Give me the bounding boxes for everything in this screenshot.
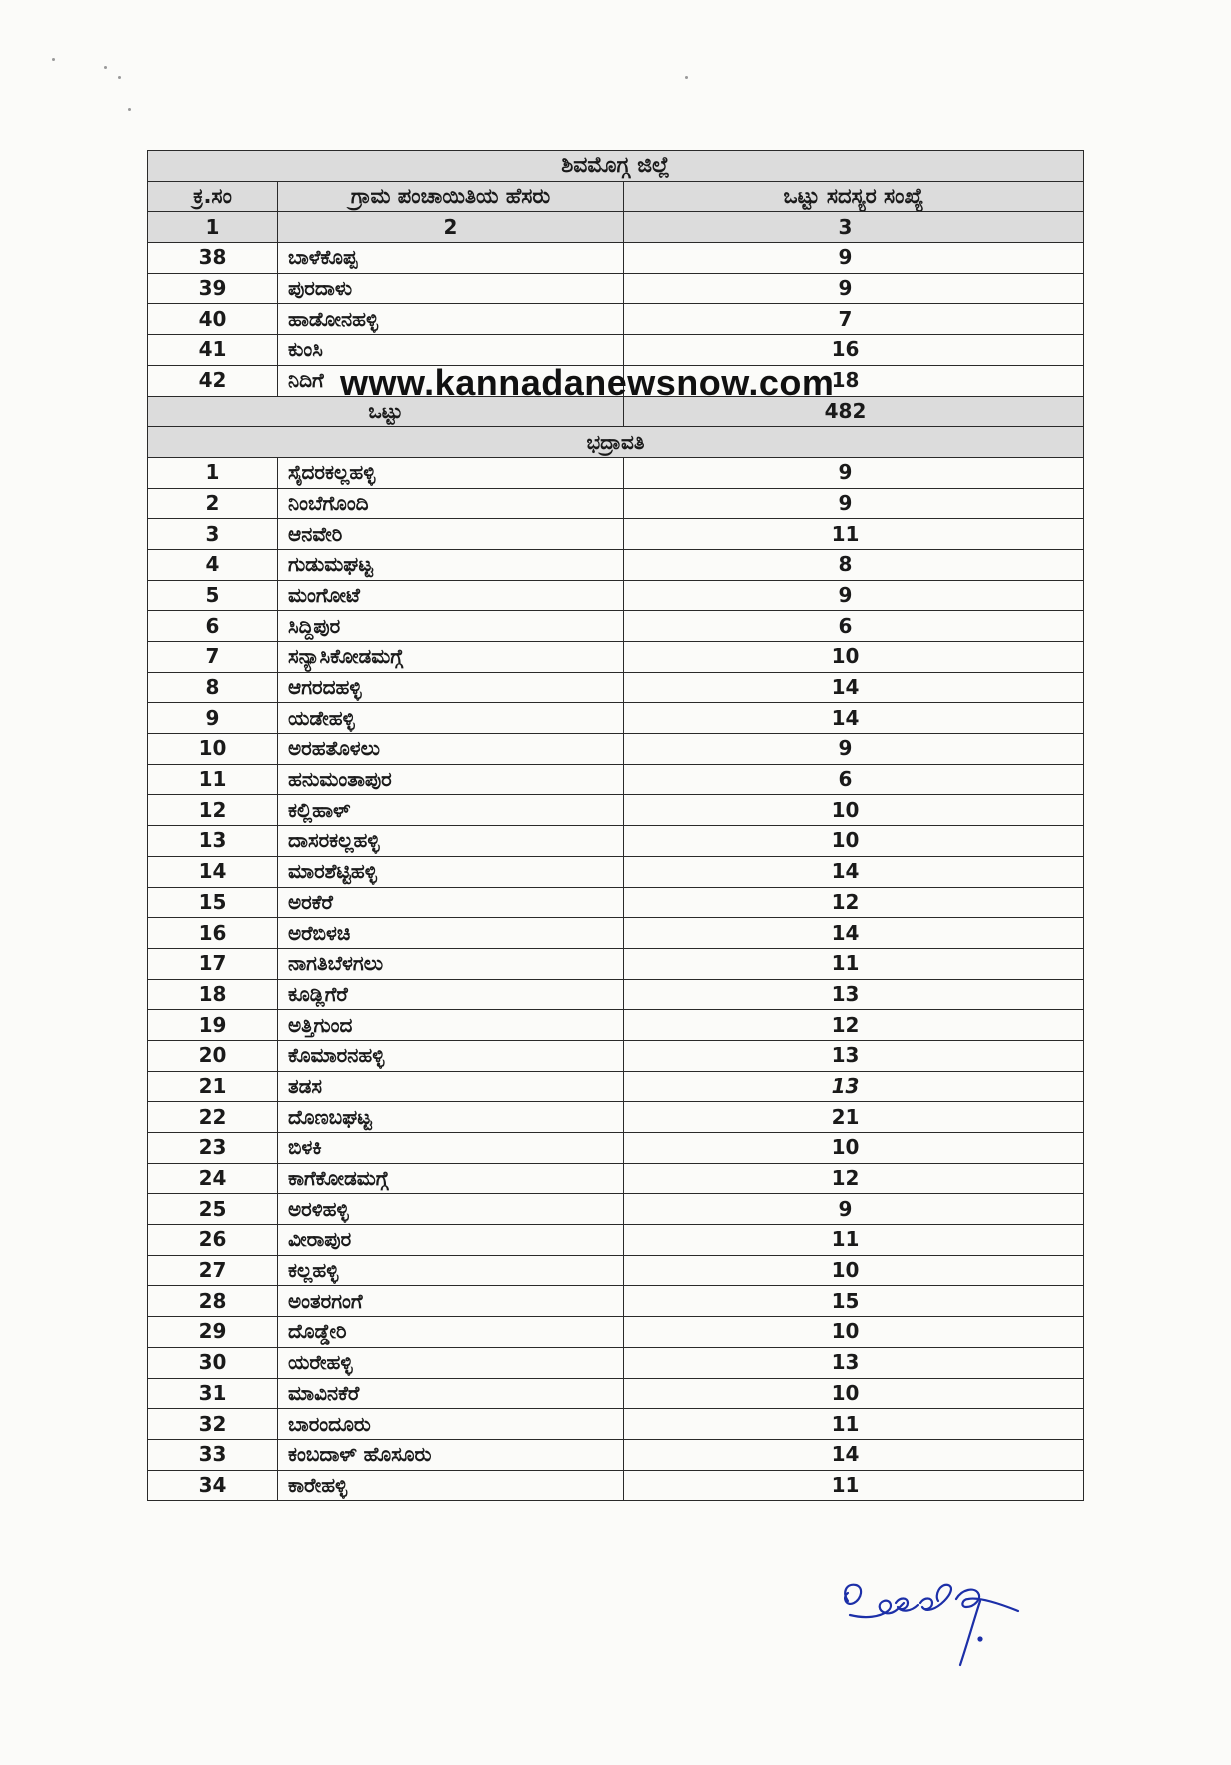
sl-no-cell: 4: [148, 549, 278, 580]
members-cell: [624, 887, 1084, 918]
section-title: ಭದ್ರಾವತಿ: [148, 427, 1084, 458]
table-row: [148, 795, 1084, 826]
members-value: 12: [831, 889, 860, 914]
members-cell: [624, 1071, 1084, 1102]
members-value: 7: [838, 306, 853, 331]
table-row: [148, 1102, 1084, 1133]
panchayat-name-cell: ಯರೇಹಳ್ಳಿ: [278, 1347, 624, 1378]
sl-no-cell: 29: [148, 1317, 278, 1348]
panchayat-members-table: [147, 150, 1084, 1501]
column-number: 3: [624, 212, 1084, 243]
header-sl-no: ಕ್ರ.ಸಂ: [148, 181, 278, 212]
sl-no-cell: 40: [148, 304, 278, 335]
sl-no-cell: 24: [148, 1163, 278, 1194]
members-value: 14: [831, 920, 860, 945]
members-value: 10: [831, 1319, 860, 1344]
members-cell: [624, 764, 1084, 795]
members-cell: [624, 856, 1084, 887]
sl-no-cell: 25: [148, 1194, 278, 1225]
members-cell: [624, 243, 1084, 274]
panchayat-name-cell: ದಾಸರಕಲ್ಲಹಳ್ಳಿ: [278, 826, 624, 857]
panchayat-name-cell: ಕೂಡ್ಲಿಗೆರೆ: [278, 979, 624, 1010]
sl-no-cell: 28: [148, 1286, 278, 1317]
members-cell: [624, 273, 1084, 304]
panchayat-name-cell: ಪುರದಾಳು: [278, 273, 624, 304]
members-value: 9: [838, 736, 853, 761]
table-row: [148, 335, 1084, 366]
members-value: 13: [831, 1350, 860, 1375]
members-cell: [624, 642, 1084, 673]
members-cell: [624, 1409, 1084, 1440]
members-value: 14: [831, 1442, 860, 1467]
members-cell: [624, 1133, 1084, 1164]
panchayat-name-cell: ಮಾರಶೆಟ್ಟಿಹಳ್ಳಿ: [278, 856, 624, 887]
members-value: 8: [838, 552, 853, 577]
panchayat-name-cell: ಬಾರಂದೂರು: [278, 1409, 624, 1440]
table-row: [148, 672, 1084, 703]
table-row: [148, 549, 1084, 580]
panchayat-name-cell: ಅರಹತೊಳಲು: [278, 734, 624, 765]
sl-no-cell: 1: [148, 457, 278, 488]
members-value: 10: [831, 797, 860, 822]
members-cell: [624, 1347, 1084, 1378]
sl-no-cell: 30: [148, 1347, 278, 1378]
sl-no-cell: 38: [148, 243, 278, 274]
sl-no-cell: 5: [148, 580, 278, 611]
members-cell: [624, 734, 1084, 765]
sl-no-cell: 17: [148, 948, 278, 979]
panchayat-name-cell: ವೀರಾಪುರ: [278, 1225, 624, 1256]
panchayat-name-cell: ಕುಂಸಿ: [278, 335, 624, 366]
sl-no-cell: 13: [148, 826, 278, 857]
table-row: [148, 1439, 1084, 1470]
column-number: 2: [278, 212, 624, 243]
members-value: 11: [831, 1227, 860, 1252]
sl-no-cell: 26: [148, 1225, 278, 1256]
watermark-url: www.kannadanewsnow.com: [340, 362, 835, 403]
members-value: 13: [831, 981, 860, 1006]
members-value: 13: [831, 1073, 860, 1098]
panchayat-name-cell: ಸಿದ್ದಿಪುರ: [278, 611, 624, 642]
table-row: [148, 764, 1084, 795]
panchayat-name-cell: ಬಿಳಕಿ: [278, 1133, 624, 1164]
panchayat-name-cell: ಕಾರೇಹಳ್ಳಿ: [278, 1470, 624, 1501]
members-cell: [624, 948, 1084, 979]
sl-no-cell: 10: [148, 734, 278, 765]
column-number-row: [148, 212, 1084, 243]
sl-no-cell: 21: [148, 1071, 278, 1102]
members-cell: [624, 304, 1084, 335]
table-row: [148, 1255, 1084, 1286]
members-value: 10: [831, 644, 860, 669]
table-row: [148, 1378, 1084, 1409]
members-value: 10: [831, 1135, 860, 1160]
members-value: 13: [831, 1043, 860, 1068]
section-row: [148, 427, 1084, 458]
sl-no-cell: 8: [148, 672, 278, 703]
panchayat-name-cell: ನಿಂಬೆಗೊಂದಿ: [278, 488, 624, 519]
table-row: [148, 1225, 1084, 1256]
panchayat-name-cell: ದೊಡ್ಡೇರಿ: [278, 1317, 624, 1348]
column-number: 1: [148, 212, 278, 243]
sl-no-cell: 15: [148, 887, 278, 918]
sl-no-cell: 19: [148, 1010, 278, 1041]
total-value: 482: [824, 398, 867, 423]
members-value: 11: [831, 1472, 860, 1497]
panchayat-name-cell: ಆನವೇರಿ: [278, 519, 624, 550]
sl-no-cell: 9: [148, 703, 278, 734]
panchayat-name-cell: ಅತ್ತಿಗುಂದ: [278, 1010, 624, 1041]
members-cell: [624, 1286, 1084, 1317]
members-value: 11: [831, 521, 860, 546]
panchayat-name-cell: ಸನ್ಯಾಸಿಕೋಡಮಗ್ಗೆ: [278, 642, 624, 673]
members-cell: [624, 1317, 1084, 1348]
members-cell: [624, 519, 1084, 550]
panchayat-name-cell: ಕಾಗೆಕೋಡಮಗ್ಗೆ: [278, 1163, 624, 1194]
table-row: [148, 703, 1084, 734]
members-value: 14: [831, 705, 860, 730]
panchayat-name-cell: ಅರಳಿಹಳ್ಳಿ: [278, 1194, 624, 1225]
table-row: [148, 457, 1084, 488]
table-row: [148, 1317, 1084, 1348]
members-value: 6: [838, 613, 853, 638]
members-cell: [624, 826, 1084, 857]
scan-speck: [118, 76, 121, 79]
sl-no-cell: 34: [148, 1470, 278, 1501]
sl-no-cell: 33: [148, 1439, 278, 1470]
panchayat-name-cell: ಕೊಮಾರನಹಳ್ಳಿ: [278, 1040, 624, 1071]
members-cell: [624, 1470, 1084, 1501]
members-value: 9: [838, 1196, 853, 1221]
scan-speck: [685, 76, 688, 79]
table-row: [148, 580, 1084, 611]
members-value: 10: [831, 828, 860, 853]
members-cell: [624, 703, 1084, 734]
sl-no-cell: 39: [148, 273, 278, 304]
members-cell: [624, 1378, 1084, 1409]
members-value: 9: [838, 582, 853, 607]
table-row: [148, 887, 1084, 918]
table-row: [148, 273, 1084, 304]
sl-no-cell: 42: [148, 365, 278, 396]
table-row: [148, 1470, 1084, 1501]
table-row: [148, 734, 1084, 765]
sl-no-cell: 14: [148, 856, 278, 887]
sl-no-cell: 41: [148, 335, 278, 366]
panchayat-name-cell: ತಡಸ: [278, 1071, 624, 1102]
sl-no-cell: 6: [148, 611, 278, 642]
members-cell: [624, 795, 1084, 826]
members-value: 9: [838, 245, 853, 270]
sl-no-cell: 22: [148, 1102, 278, 1133]
members-value: 9: [838, 276, 853, 301]
district-title-row: [148, 151, 1084, 182]
table-row: [148, 1133, 1084, 1164]
sl-no-cell: 32: [148, 1409, 278, 1440]
members-value: 14: [831, 675, 860, 700]
sl-no-cell: 7: [148, 642, 278, 673]
panchayat-name-cell: ಕಂಬದಾಳ್ ಹೊಸೂರು: [278, 1439, 624, 1470]
panchayat-name-cell: ಗುಡುಮಘಟ್ಟ: [278, 549, 624, 580]
panchayat-name-cell: ಅರೆಬಿಳಚಿ: [278, 918, 624, 949]
members-value: 6: [838, 767, 853, 792]
members-cell: [624, 611, 1084, 642]
table-row: [148, 488, 1084, 519]
members-value: 11: [831, 1411, 860, 1436]
table-row: [148, 856, 1084, 887]
members-cell: [624, 1194, 1084, 1225]
members-cell: [624, 918, 1084, 949]
sl-no-cell: 2: [148, 488, 278, 519]
panchayat-name-cell: ಹಾಡೋನಹಳ್ಳಿ: [278, 304, 624, 335]
table-row: [148, 642, 1084, 673]
district-title: ಶಿವಮೊಗ್ಗ ಜಿಲ್ಲೆ: [148, 151, 1084, 182]
panchayat-name-cell: ಕಲ್ಲಿಹಾಳ್: [278, 795, 624, 826]
panchayat-name-cell: ದೊಣಬಘಟ್ಟ: [278, 1102, 624, 1133]
members-value: 21: [831, 1104, 860, 1129]
sl-no-cell: 27: [148, 1255, 278, 1286]
scan-speck: [52, 58, 55, 61]
signature: [830, 1555, 1060, 1675]
members-cell: [624, 1102, 1084, 1133]
members-cell: [624, 1439, 1084, 1470]
header-row: [148, 181, 1084, 212]
table-row: [148, 1163, 1084, 1194]
members-value: 14: [831, 859, 860, 884]
header-total-members: ಒಟ್ಟು ಸದಸ್ಯರ ಸಂಖ್ಯೆ: [624, 181, 1084, 212]
members-value: 9: [838, 490, 853, 515]
panchayat-name-cell: ಅರಕೆರೆ: [278, 887, 624, 918]
members-cell: [624, 1255, 1084, 1286]
members-cell: [624, 488, 1084, 519]
sl-no-cell: 18: [148, 979, 278, 1010]
sl-no-cell: 3: [148, 519, 278, 550]
table-row: [148, 1194, 1084, 1225]
panchayat-name-cell: ನಿದಿಗೆ: [278, 365, 624, 396]
members-cell: [624, 457, 1084, 488]
table-row: [148, 826, 1084, 857]
members-value: 16: [831, 337, 860, 362]
sl-no-cell: 12: [148, 795, 278, 826]
members-value: 11: [831, 951, 860, 976]
members-value: 10: [831, 1258, 860, 1283]
members-value: 9: [838, 460, 853, 485]
table-row: [148, 1409, 1084, 1440]
panchayat-name-cell: ಆಗರದಹಳ್ಳಿ: [278, 672, 624, 703]
panchayat-name-cell: ಮಂಗೋಟೆ: [278, 580, 624, 611]
panchayat-name-cell: ಯಡೇಹಳ್ಳಿ: [278, 703, 624, 734]
table-row: [148, 1071, 1084, 1102]
members-cell: [624, 672, 1084, 703]
sl-no-cell: 16: [148, 918, 278, 949]
table-row: [148, 1010, 1084, 1041]
members-value: 12: [831, 1012, 860, 1037]
panchayat-name-cell: ಬಾಳೆಕೊಪ್ಪ: [278, 243, 624, 274]
sl-no-cell: 23: [148, 1133, 278, 1164]
table-row: [148, 979, 1084, 1010]
members-cell: [624, 1010, 1084, 1041]
table-row: [148, 519, 1084, 550]
table-row: [148, 1040, 1084, 1071]
panchayat-name-cell: ಮಾವಿನಕೆರೆ: [278, 1378, 624, 1409]
members-cell: [624, 1163, 1084, 1194]
members-value: 10: [831, 1380, 860, 1405]
panchayat-name-cell: ಹನುಮಂತಾಪುರ: [278, 764, 624, 795]
table-row: [148, 918, 1084, 949]
total-label: ಒಟ್ಟು: [148, 396, 624, 427]
panchayat-name-cell: ಕಲ್ಲಹಳ್ಳಿ: [278, 1255, 624, 1286]
scan-speck: [128, 108, 131, 111]
panchayat-name-cell: ನಾಗತಿಬೆಳಗಲು: [278, 948, 624, 979]
table-row: [148, 948, 1084, 979]
members-value: 18: [831, 368, 860, 393]
members-cell: [624, 979, 1084, 1010]
members-cell: [624, 580, 1084, 611]
members-cell: [624, 1040, 1084, 1071]
table-row: [148, 1347, 1084, 1378]
members-value: 15: [831, 1288, 860, 1313]
sl-no-cell: 11: [148, 764, 278, 795]
panchayat-name-cell: ಸೈದರಕಲ್ಲಹಳ್ಳಿ: [278, 457, 624, 488]
header-panchayat-name: ಗ್ರಾಮ ಪಂಚಾಯಿತಿಯ ಹೆಸರು: [278, 181, 624, 212]
members-cell: [624, 549, 1084, 580]
table-row: [148, 304, 1084, 335]
members-value: 12: [831, 1166, 860, 1191]
sl-no-cell: 31: [148, 1378, 278, 1409]
members-cell: [624, 1225, 1084, 1256]
table-row: [148, 243, 1084, 274]
table-row: [148, 611, 1084, 642]
table-row: [148, 1286, 1084, 1317]
scan-speck: [104, 66, 107, 69]
members-cell: [624, 335, 1084, 366]
sl-no-cell: 20: [148, 1040, 278, 1071]
panchayat-name-cell: ಅಂತರಗಂಗೆ: [278, 1286, 624, 1317]
